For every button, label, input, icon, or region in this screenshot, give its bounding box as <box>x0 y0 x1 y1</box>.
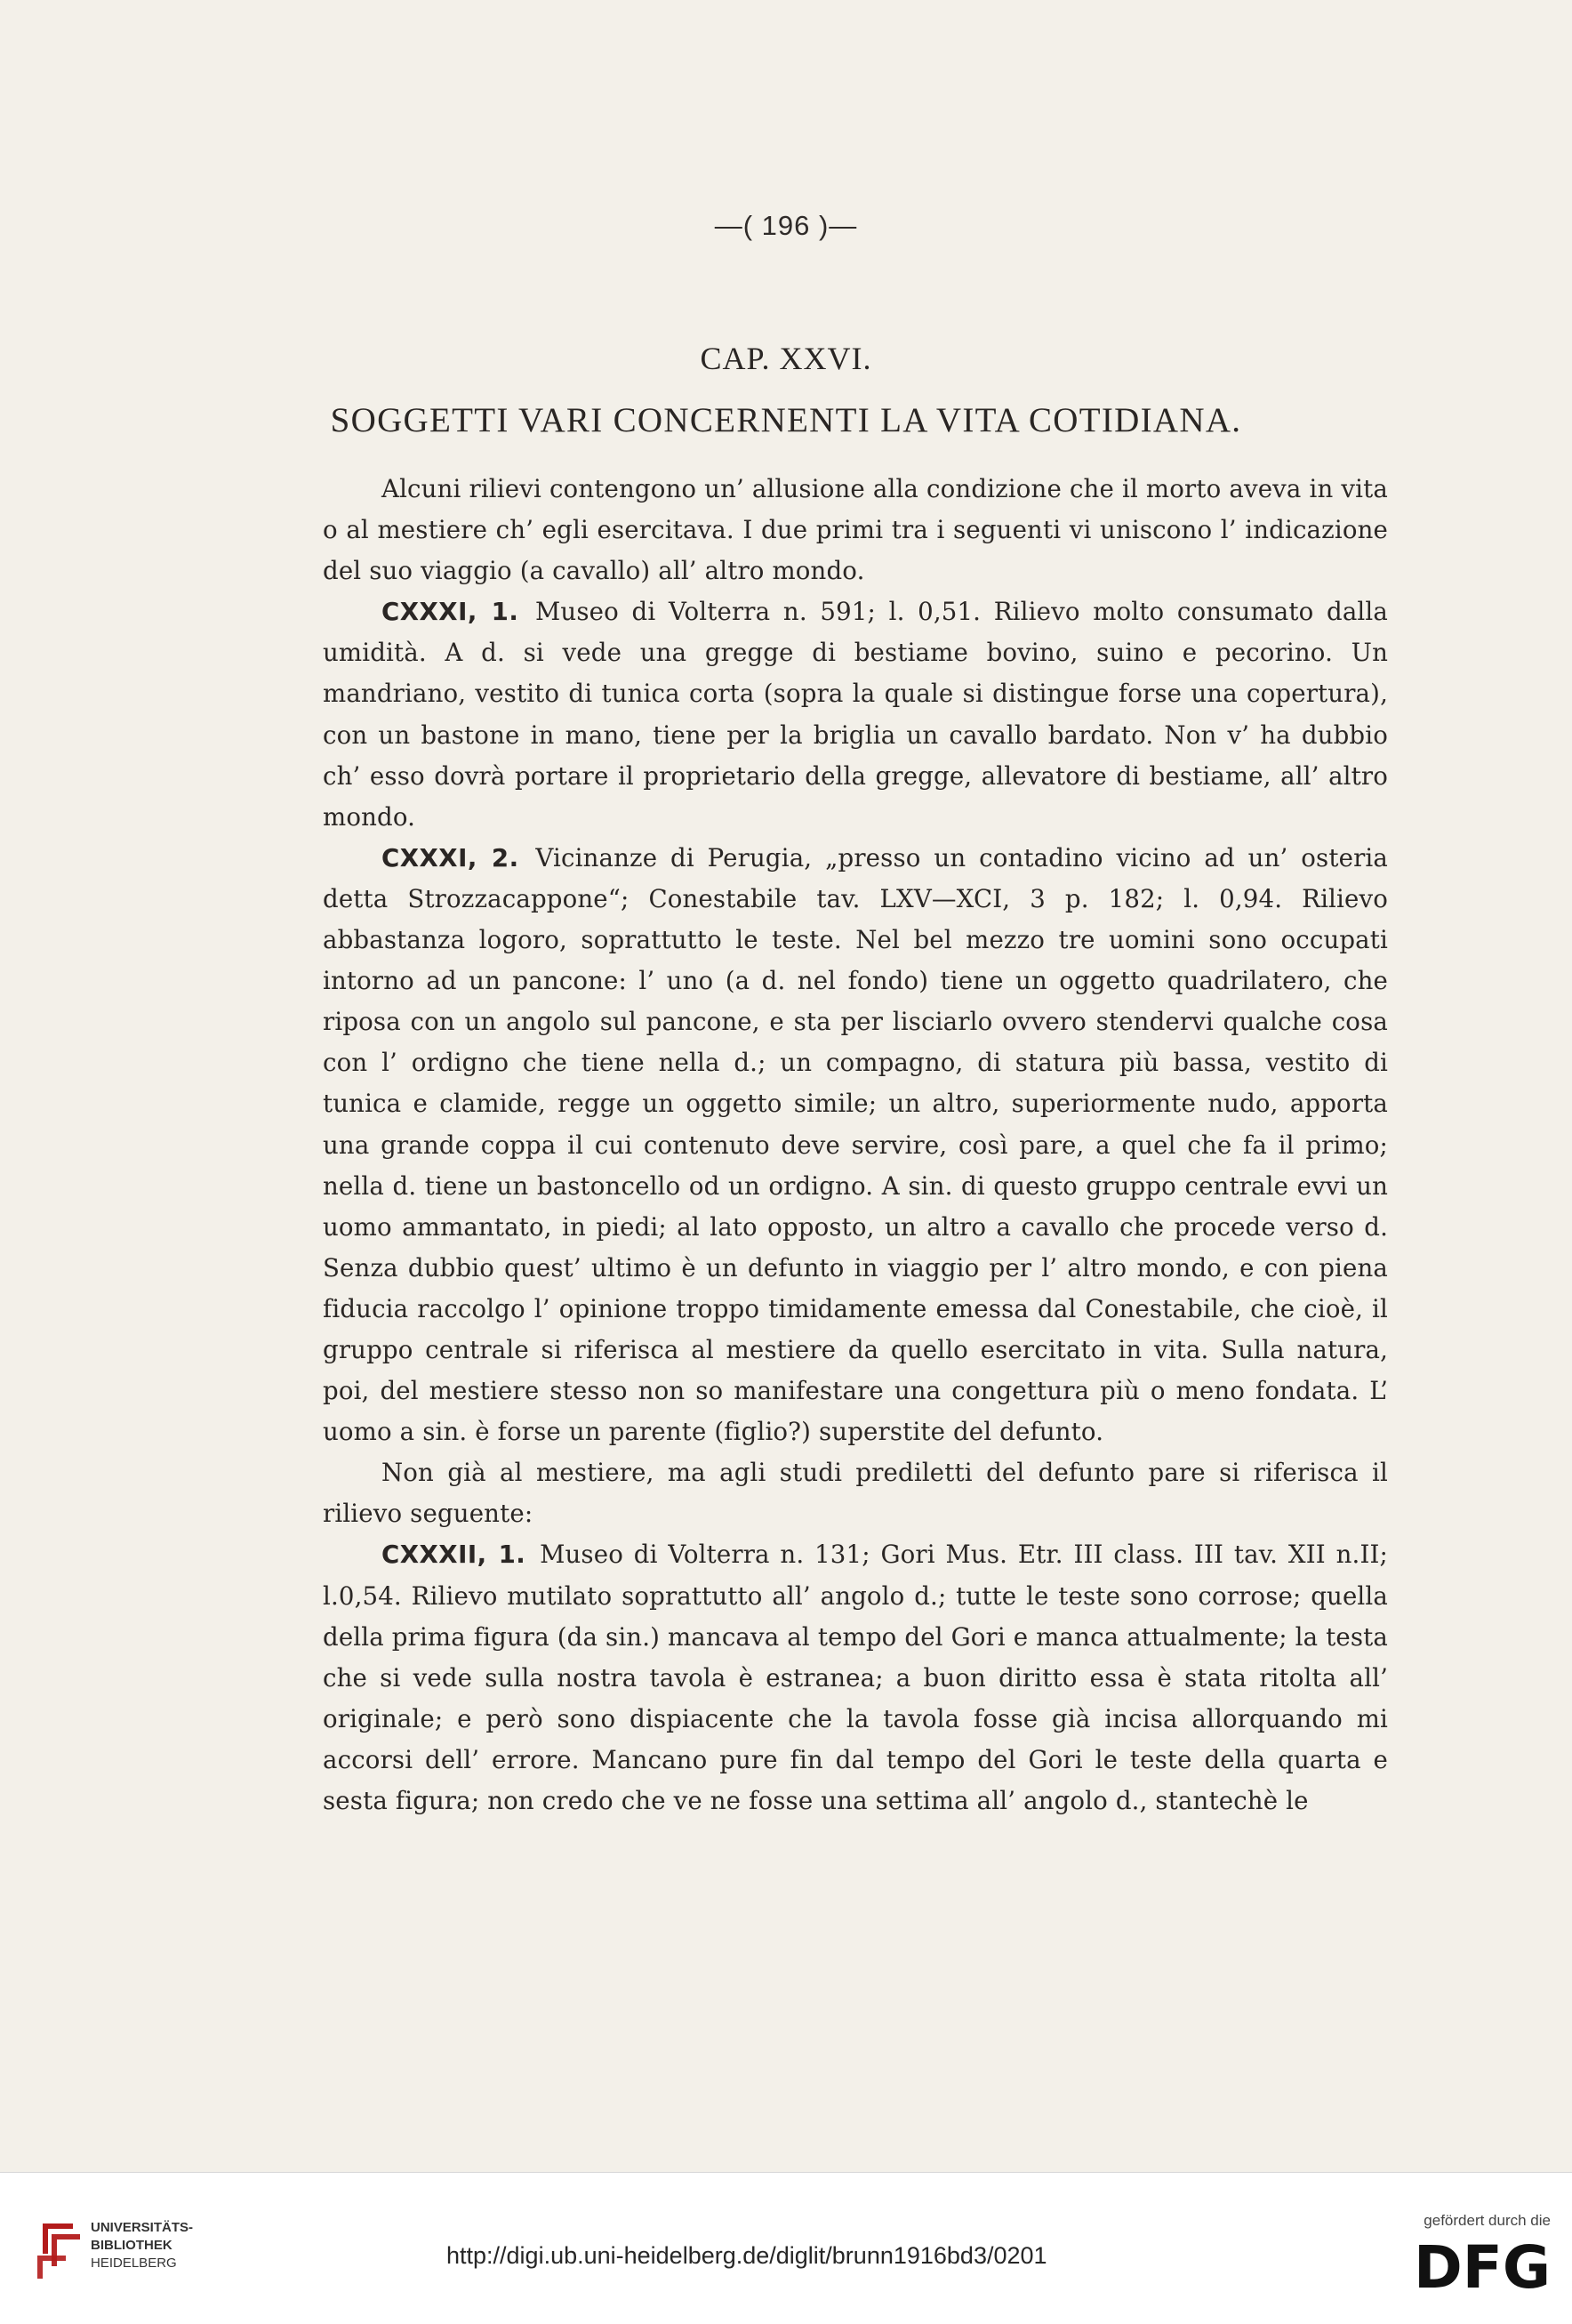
paragraph-label: CXXXI, 2. <box>381 842 519 873</box>
footer-bar <box>0 2172 1572 2324</box>
library-line-2: BIBLIOTHEK <box>91 2238 172 2253</box>
paragraph-text: Alcuni rilievi contengono un’ allusione alla condizione che il morto aveva in vita o al mestiere ch’ egli esercitava. I due primi tra i seguenti vi uniscono l’ indicazione del suo viaggio (a cavallo) all’ altro mondo. <box>323 474 1388 586</box>
chapter-heading: CAP. XXVI. <box>700 341 872 376</box>
paragraph-cxxxii-1 <box>323 1534 1388 1821</box>
page-number: —( 196 )— <box>714 210 858 241</box>
library-line-3: HEIDELBERG <box>91 2256 177 2271</box>
university-library-logo-icon <box>34 2215 84 2284</box>
paragraph-text: Non già al mestiere, ma agli studi prediletti del defunto pare si riferisca il rilievo seguente: <box>323 1458 1388 1529</box>
chapter-title: SOGGETTI VARI CONCERNENTI LA VITA COTIDIANA. <box>330 401 1242 439</box>
paragraph-text: Vicinanze di Perugia, „presso un contadino vicino ad un’ osteria detta Strozzacappone“; Conestabile tav. LXV—XCI, 3 p. 182; l. 0,94. Rilievo abbastanza logoro, soprattutto le teste. Nel bel mezzo tre uomini sono occupati intorno ad un pancone: l’ uno (a d. nel fondo) tiene un oggetto quadrilatero, che riposa con un angolo sul pancone, e sta per lisciarlo ovvero stendervi qualche cosa con l’ ordigno che tiene nella d.; un compagno, di statura più bassa, vestito di tunica e clamide, regge un oggetto simile; un altro, superiormente nudo, apporta una grande coppa il cui contenuto deve servire, così pare, a quel che fa il primo; nella d. tiene un bastoncello od un ordigno. A sin. di questo gruppo centrale evvi un uomo ammantato, in piedi; al lato opposto, un altro a cavallo che procede verso d. Senza dubbio quest’ ultimo è un defunto in viaggio per l’ altro mondo, e con piena fiducia raccolgo l’ opinione troppo timidamente emessa dal Conestabile, che cioè, il gruppo centrale si riferisca al mestiere da quello esercitato in vita. Sulla natura, poi, del mestiere stesso non so manifestare una congettura più o meno fondata. L’ uomo a sin. è forse un parente (figlio?) superstite del defunto. <box>323 842 1388 1447</box>
library-line-1: UNIVERSITÄTS- <box>91 2220 194 2235</box>
body-text <box>323 469 1388 1821</box>
paragraph-transition <box>323 1452 1388 1534</box>
paragraph-cxxxi-2 <box>323 838 1388 1452</box>
funding-caption: gefördert durch die <box>1424 2212 1551 2229</box>
document-url-link[interactable]: http://digi.ub.uni-heidelberg.de/diglit/brunn1916bd3/0201 <box>446 2242 1047 2269</box>
paragraph-text: Museo di Volterra n. 131; Gori Mus. Etr. III class. III tav. XII n.II; l.0,54. Rilievo mutilato soprattutto all’ angolo d.; tutte le teste sono corrose; quella della prima figura (da sin.) mancava al tempo del Gori e manca attualmente; la testa che si vede sulla nostra tavola è estranea; a buon diritto essa è stata ritolta all’ originale; e però sono dispiacente che la tavola fosse già incisa allorquando mi accorsi dell’ errore. Mancano pure fin dal tempo del Gori le teste della quarta e sesta figura; non credo che ve ne fosse una settima all’ angolo d., stantechè le <box>323 1540 1388 1815</box>
paragraph-text: Museo di Volterra n. 591; l. 0,51. Rilievo molto consumato dalla umidità. A d. si vede una gregge di bestiame bovino, suino e pecorino. Un mandriano, vestito di tunica corta (sopra la quale si distingue forse una copertura), con un bastone in mano, tiene per la briglia un cavallo bardato. Non v’ ha dubbio ch’ esso dovrà portare il proprietario della gregge, allevatore di bestiame, all’ altro mondo. <box>323 597 1388 832</box>
library-name <box>91 2219 193 2272</box>
paragraph-intro <box>323 469 1388 591</box>
dfg-logo: DFG <box>1413 2233 1551 2302</box>
paragraph-label: CXXXII, 1. <box>381 1540 526 1570</box>
paragraph-label: CXXXI, 1. <box>381 597 519 627</box>
paragraph-cxxxi-1 <box>323 591 1388 838</box>
